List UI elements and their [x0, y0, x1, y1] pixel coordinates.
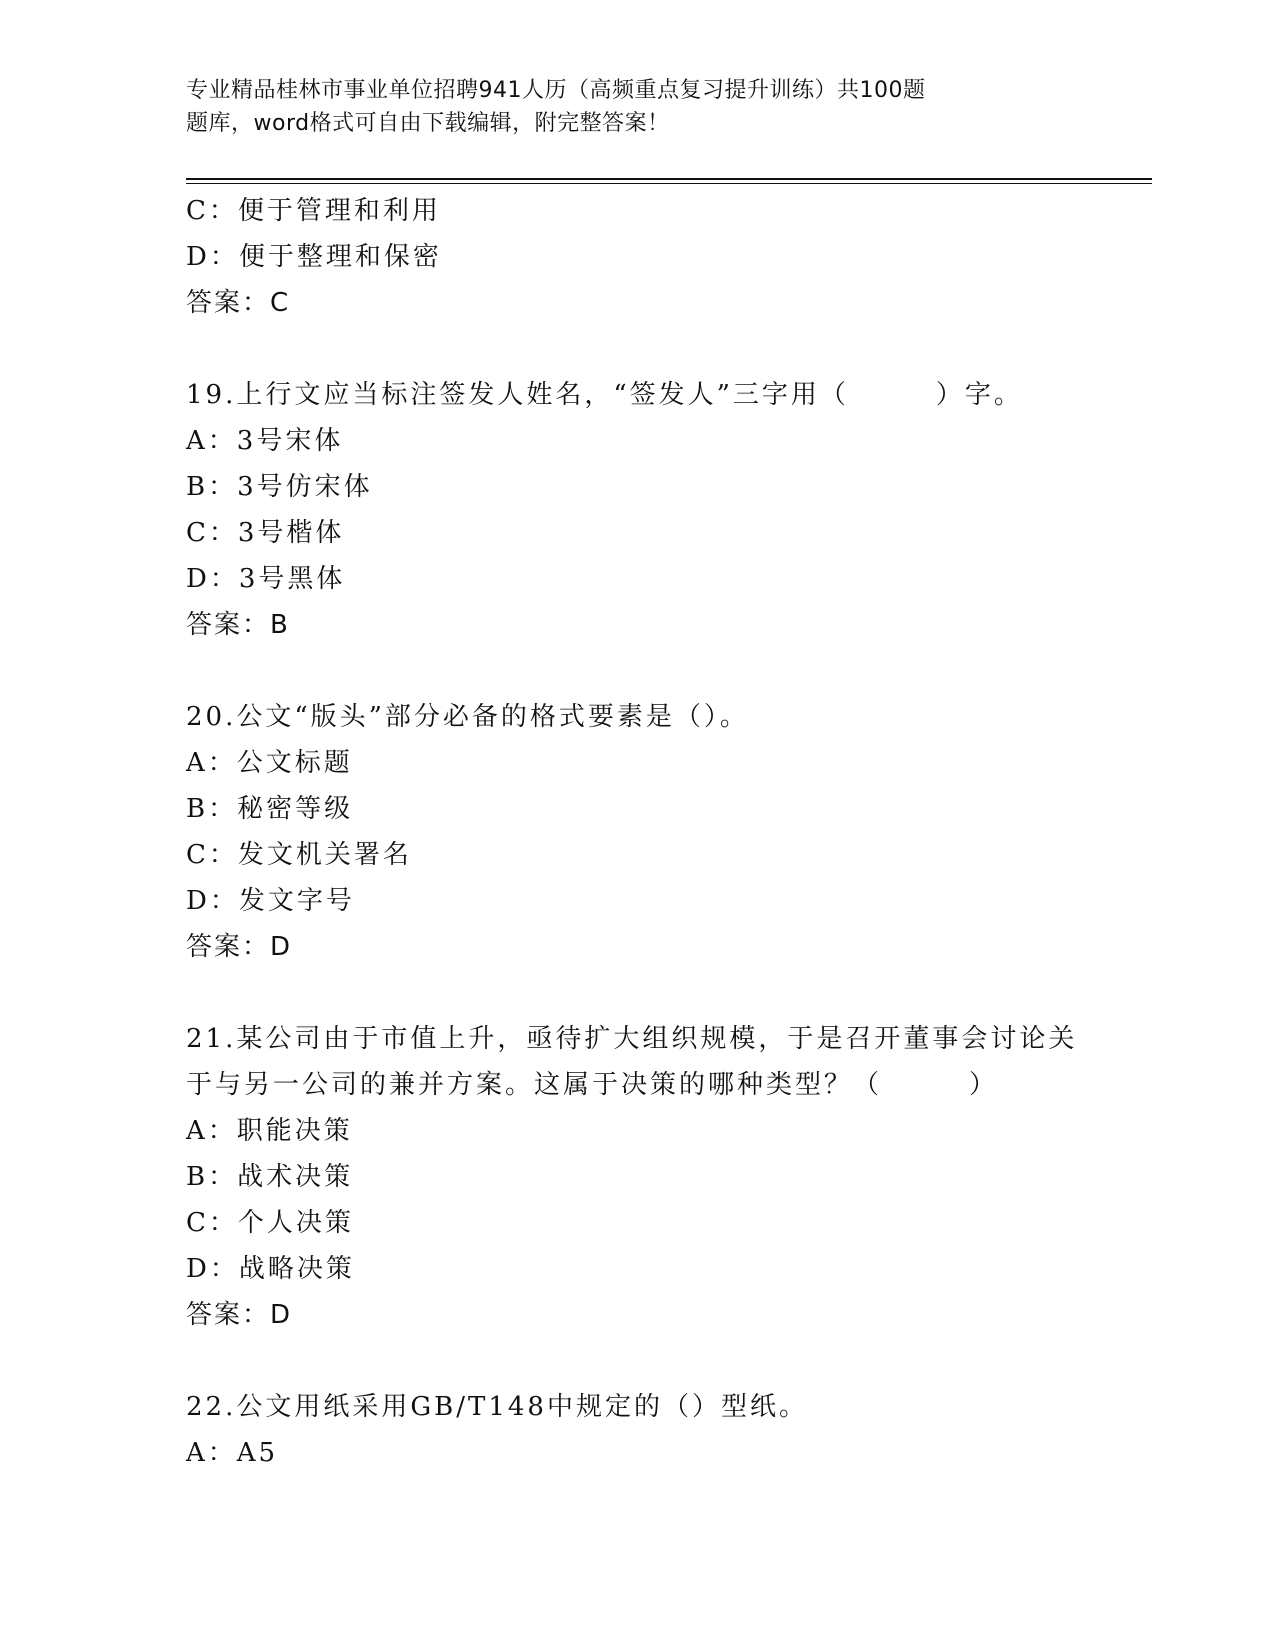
header-title-line-1: 专业精品桂林市事业单位招聘941人历（高频重点复习提升训练）共100题 [186, 78, 926, 103]
header-divider-thick [186, 178, 1152, 180]
option-b: B：战术决策 [186, 1162, 354, 1192]
spacer [186, 648, 1086, 694]
option-d: D：战略决策 [186, 1254, 355, 1284]
spacer [186, 1338, 1086, 1384]
spacer [186, 970, 1086, 1016]
question-block-19 [186, 372, 1086, 648]
answer-line: 答案：D [186, 1300, 293, 1330]
option-c: C：3号楷体 [186, 518, 345, 548]
option-c: C：发文机关署名 [186, 840, 412, 870]
question-text-line-1: 21.某公司由于市值上升，亟待扩大组织规模，于是召开董事会讨论关 [186, 1024, 1078, 1054]
question-text: 22.公文用纸采用GB/T148中规定的（）型纸。 [186, 1392, 808, 1422]
header-divider-thin [186, 183, 1152, 184]
option-a: A：A5 [186, 1438, 279, 1468]
option-c: C：便于管理和利用 [186, 196, 441, 226]
option-b: B：3号仿宋体 [186, 472, 373, 502]
option-c: C：个人决策 [186, 1208, 354, 1238]
answer-line: 答案：D [186, 932, 293, 962]
question-text-line-2: 于与另一公司的兼并方案。这属于决策的哪种类型？（ ） [186, 1070, 999, 1100]
question-block-20 [186, 694, 1086, 970]
question-block-21 [186, 1016, 1086, 1338]
option-d: D：便于整理和保密 [186, 242, 442, 272]
header-title-line-2: 题库，word格式可自由下载编辑，附完整答案！ [186, 111, 670, 136]
option-a: A：职能决策 [186, 1116, 353, 1146]
spacer [186, 326, 1086, 372]
question-text: 19.上行文应当标注签发人姓名，“签发人”三字用（ ）字。 [186, 380, 1023, 410]
option-b: B：秘密等级 [186, 794, 354, 824]
answer-line: 答案：C [186, 288, 291, 318]
question-text: 20.公文“版头”部分必备的格式要素是（）。 [186, 702, 749, 732]
option-a: A：3号宋体 [186, 426, 344, 456]
option-d: D：3号黑体 [186, 564, 346, 594]
option-a: A：公文标题 [186, 748, 353, 778]
question-list [186, 188, 1086, 1476]
option-d: D：发文字号 [186, 886, 355, 916]
document-header [186, 74, 1026, 140]
question-block-22 [186, 1384, 1086, 1476]
answer-line: 答案：B [186, 610, 290, 640]
question-block-18 [186, 188, 1086, 326]
